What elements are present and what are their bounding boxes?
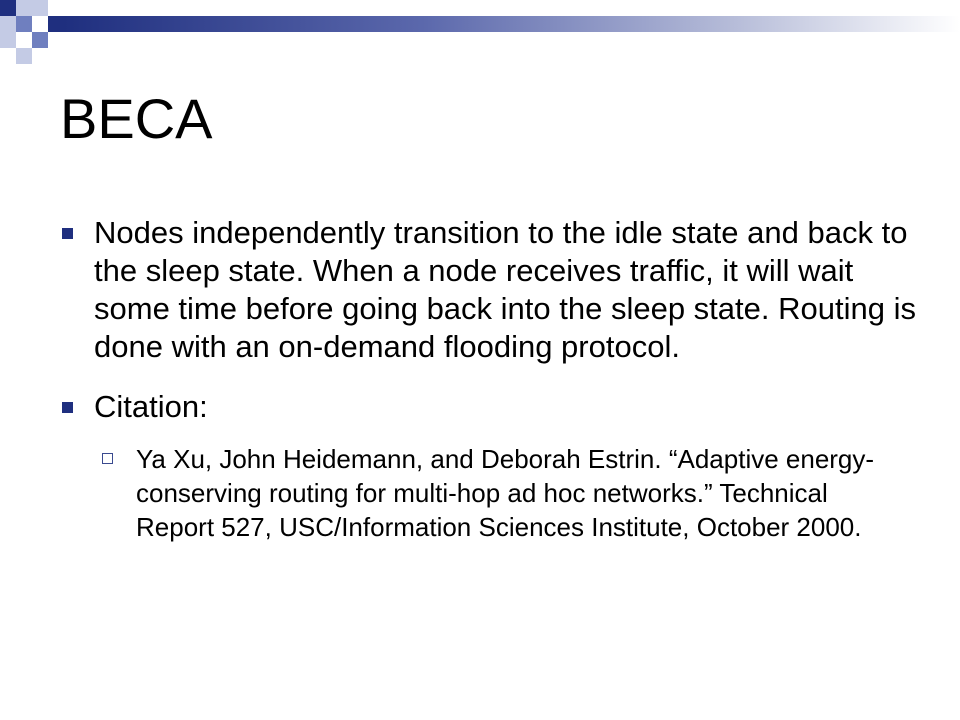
bullet-item-description bbox=[58, 214, 918, 366]
sub-bullet-item-reference bbox=[98, 442, 896, 544]
bullet-text: Citation: bbox=[94, 389, 208, 424]
hollow-square-bullet-icon bbox=[102, 453, 113, 464]
corner-square-1 bbox=[0, 0, 16, 16]
corner-square-4 bbox=[0, 16, 16, 32]
square-bullet-icon bbox=[62, 402, 73, 413]
corner-square-7 bbox=[0, 32, 16, 48]
corner-square-8 bbox=[32, 32, 48, 48]
slide-title: BECA bbox=[60, 87, 213, 150]
sub-bullet-text: Ya Xu, John Heidemann, and Deborah Estrin. “Adaptive energy-conserving routing for multi-hop ad hoc networks.” Technical Report 527, USC/Information Sciences Institute, October 2000. bbox=[136, 444, 875, 542]
corner-square-2 bbox=[16, 0, 32, 16]
bullet-text: Nodes independently transition to the idle state and back to the sleep state. When a node receives traffic, it will wait some time before going back into the sleep state. Routing is done with an on-demand flooding protocol. bbox=[94, 215, 916, 364]
header-gradient-bar bbox=[64, 16, 960, 32]
corner-square-6 bbox=[48, 16, 64, 32]
corner-square-9 bbox=[16, 48, 32, 64]
bullet-list bbox=[58, 214, 918, 544]
bullet-item-citation bbox=[58, 388, 918, 426]
square-bullet-icon bbox=[62, 228, 73, 239]
corner-square-5 bbox=[16, 16, 32, 32]
corner-square-3 bbox=[32, 0, 48, 16]
